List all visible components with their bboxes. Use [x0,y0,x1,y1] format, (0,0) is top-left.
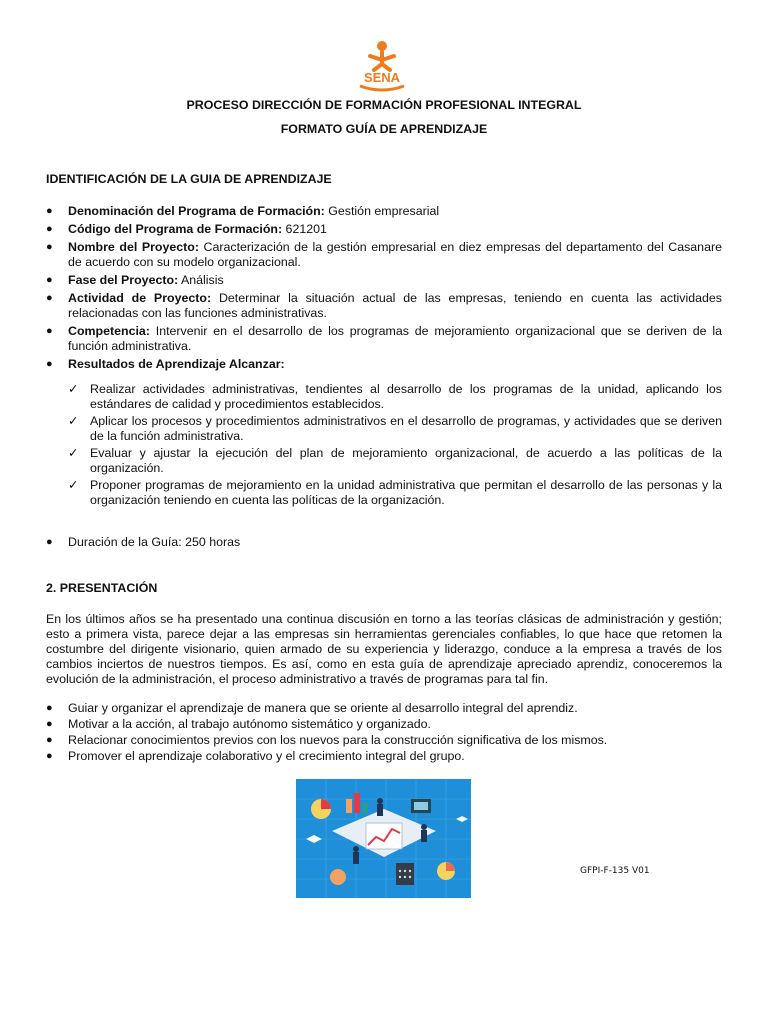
check-icon: ✓ [68,446,79,460]
presentation-title: 2. PRESENTACIÓN [46,581,158,595]
check-icon: ✓ [68,382,79,396]
list-item: ● Relacionar conocimientos previos con los nuevos para la construcción significativa de los mismos. [46,733,608,747]
list-item: ● Código del Programa de Formación: 621201 [46,222,327,236]
list-item: ● Actividad de Proyecto: Determinar la situación actual de las empresas, teniendo en cuenta las actividades relacionadas con las funciones administrativas. [46,291,723,320]
list-item: ● Motivar a la acción, al trabajo autónomo sistemático y organizado. [46,717,431,731]
document-header-process: PROCESO DIRECCIÓN DE FORMACIÓN PROFESIONAL INTEGRAL [186,98,582,112]
list-item: ● Fase del Proyecto: Análisis [46,273,224,287]
sena-logo-text: SENA [363,70,401,85]
document-header-format: FORMATO GUÍA DE APRENDIZAJE [280,122,488,136]
form-code: GFPI-F-135 V01 [580,866,650,876]
list-item: ● Promover el aprendizaje colaborativo y el crecimiento integral del grupo. [46,749,465,763]
list-item: ● Duración de la Guía: 250 horas [46,535,241,549]
check-icon: ✓ [68,414,79,428]
list-item: ● Competencia: Intervenir en el desarrollo de los programas de mejoramiento organizacional que se deriven de la función administrativa. [46,324,722,353]
list-item: ● Resultados de Aprendizaje Alcanzar: [46,357,285,371]
presentation-bullets [46,701,722,765]
list-item: ● Nombre del Proyecto: Caracterización de la gestión empresarial en diez empresas del departamento del Casanare de acuerdo con su modelo organizacional. [46,240,722,269]
business-illustration [296,779,471,898]
sena-logo [352,38,412,98]
list-item: ✓ Realizar actividades administrativas, tendientes al desarrollo de los programas de la unidad, aplicando los estándares de calidad y procedimientos establecidos. [68,382,722,411]
check-icon: ✓ [68,478,79,492]
presentation-paragraph: En los últimos años se ha presentado una continua discusión en torno a las teorías clásicas de administración y gestión; esto a primera vista, parece dejar a las empresas sin herramientas gerenciales confiables, lo que hace que retomen la costumbre del dirigente visionario, quien armado de su experiencia y liderazgo, conduce a la empresa a través de los cambios inciertos de nuestros tiempos. Es así, como en esta guía de aprendizaje apreciado aprendiz, conoceremos la evolución de la administración, el proceso administrativo a través de programas para tal fin. [46,612,722,686]
list-item: ● Guiar y organizar el aprendizaje de manera que se oriente al desarrollo integral del aprendiz. [46,701,578,715]
identification-list [46,204,722,375]
list-item: ✓ Proponer programas de mejoramiento en la unidad administrativa que permitan el desarrollo de las personas y la organización teniendo en cuenta las políticas de la organización. [68,478,722,507]
list-item: ● Denominación del Programa de Formación: Gestión empresarial [46,204,440,218]
identification-title: IDENTIFICACIÓN DE LA GUIA DE APRENDIZAJE [46,172,332,186]
list-item: ✓ Aplicar los procesos y procedimientos administrativos en el desarrollo de programas, y actividades que se deriven de la función administrativa. [68,414,722,443]
learning-results-list [46,382,722,510]
duration-line [46,535,722,553]
list-item: ✓ Evaluar y ajustar la ejecución del plan de mejoramiento organizacional, de acuerdo a las políticas de la organización. [68,446,722,475]
